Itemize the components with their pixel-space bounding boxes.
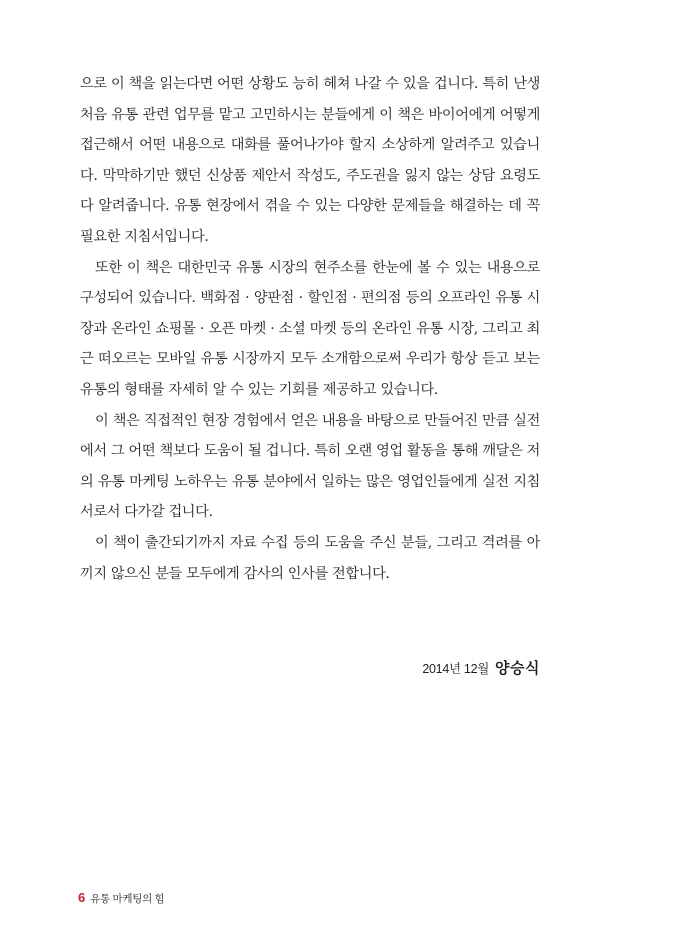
page-number: 6 [78, 890, 86, 905]
body-text [80, 69, 540, 589]
paragraph-acknowledgements: 이 책이 출간되기까지 자료 수집 등의 도움을 주신 분들, 그리고 격려를 아끼지 않으신 분들 모두에게 감사의 인사를 전합니다. [80, 534, 540, 582]
signature [422, 657, 540, 678]
running-title: 유통 마케팅의 힘 [90, 893, 165, 905]
paragraph-continuation: 으로 이 책을 읽는다면 어떤 상황도 능히 헤쳐 나갈 수 있을 겁니다. 특히 난생 처음 유통 관련 업무를 맡고 고민하시는 분들에게 이 책은 바이어에게 어떻게 접근해서 어떤 내용으로 대화를 풀어나가야 할지 소상하게 알려주고 있습니다. 막막하기만 했던 신상품 제안서 작성도, 주도권을 잃지 않는 상담 요령도 다 알려줍니다. 유통 현장에서 겪을 수 있는 다양한 문제들을 해결하는 데 꼭 필요한 지침서입니다. [80, 76, 540, 245]
page-footer [78, 889, 164, 907]
paragraph-market-overview: 또한 이 책은 대한민국 유통 시장의 현주소를 한눈에 볼 수 있는 내용으로 구성되어 있습니다. 백화점 · 양판점 · 할인점 · 편의점 등의 오프라인 유통 시장과 온라인 쇼핑몰 · 오픈 마켓 · 소셜 마켓 등의 온라인 유통 시장, 그리고 최근 떠오르는 모바일 유통 시장까지 모두 소개함으로써 우리가 항상 듣고 보는 유통의 형태를 자세히 알 수 있는 기회를 제공하고 있습니다. [80, 259, 540, 398]
signature-author: 양승식 [495, 660, 540, 677]
paragraph-field-experience: 이 책은 직접적인 현장 경험에서 얻은 내용을 바탕으로 만들어진 만큼 실전에서 그 어떤 책보다 도움이 될 겁니다. 특히 오랜 영업 활동을 통해 깨달은 저의 유통 마케팅 노하우는 유통 분야에서 일하는 많은 영업인들에게 실전 지침서로서 다가갈 겁니다. [80, 412, 540, 521]
signature-date: 2014년 12월 [422, 662, 490, 676]
